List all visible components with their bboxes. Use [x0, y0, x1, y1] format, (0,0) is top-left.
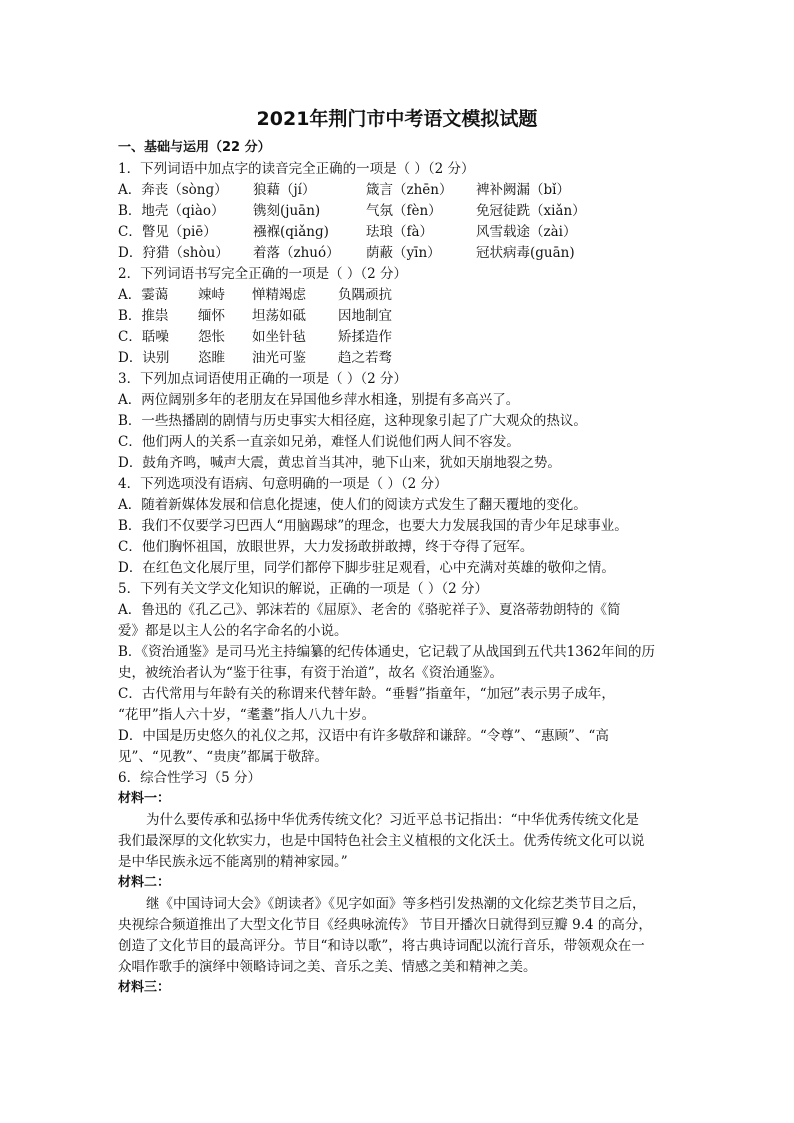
q1-d-3: 荫蔽（yīn） — [366, 245, 441, 261]
material-1-line: 是中华民族永远不能离别的精神家园。” — [118, 854, 348, 870]
q3-option-c: C．他们两人的关系一直亲如兄弟，难怪人们说他们两人间不容发。 — [118, 434, 520, 450]
q4-option-c: C．他们胸怀祖国，放眼世界，大力发扬敢拼敢搏，终于夺得了冠军。 — [118, 539, 534, 555]
q5-line: B．《资治通鉴》是司马光主持编纂的纪传体通史，它记载了从战国到五代共1362年间的历 — [118, 644, 656, 660]
q2-d-1: D．诀别 — [118, 350, 170, 366]
q2-b-4: 因地制宜 — [338, 308, 392, 324]
q1-c-3: 珐琅（fà） — [366, 224, 434, 240]
q2-c-3: 如坐针毡 — [252, 329, 306, 345]
q1-c-1: C．瞥见（piē） — [118, 224, 217, 240]
q2-c-4: 矫揉造作 — [338, 329, 392, 345]
q1-d-2: 着落（zhuó） — [253, 245, 340, 261]
q1-a-2: 狼藉（jí） — [253, 182, 316, 198]
q4-option-a: A．随着新媒体发展和信息化提速，使人们的阅读方式发生了翻天覆地的变化。 — [118, 497, 587, 513]
q1-c-2: 襁褓(qiǎnɡ) — [253, 224, 329, 240]
section-heading: 一、基础与运用（22 分） — [118, 140, 271, 155]
q2-b-1: B．推祟 — [118, 308, 169, 324]
q1-d-1: D．狩猎（shòu） — [118, 245, 229, 261]
material-1-line: 我们最深厚的文化软实力，也是中国特色社会主义植根的文化沃土。优秀传统文化可以说 — [118, 833, 645, 849]
material-2-line: 众唱作歌手的演绎中领略诗词之美、音乐之美、情感之美和精神之美。 — [118, 959, 537, 975]
q5-line: “花甲”指人六十岁，“耄耋”指人八九十岁。 — [118, 707, 376, 723]
q5-line: A．鲁迅的《孔乙己》、郭沫若的《屈原》、老舍的《骆驼祥子》、夏洛蒂勃朗特的《简 — [118, 602, 621, 618]
q4-option-d: D．在红色文化展厅里，同学们都停下脚步驻足观看，心中充满对英雄的敬仰之情。 — [118, 560, 615, 576]
q5-line: D．中国是历史悠久的礼仪之邦，汉语中有许多敬辞和谦辞。“令尊”、“惠顾”、“高 — [118, 728, 609, 744]
q3-option-b: B．一些热播剧的剧情与历史事实大相径庭，这种现象引起了广大观众的热议。 — [118, 413, 587, 429]
q2-d-3: 油光可鉴 — [252, 350, 306, 366]
q5-line: 史，被统治者认为“鉴于往事，有资于治道”，故名《资治通鉴》。 — [118, 665, 504, 681]
material-1-line: 为什么要传承和弘扬中华优秀传统文化？习近平总书记指出：“中华优秀传统文化是 — [146, 812, 639, 828]
page-title: 2021年荆门市中考语文模拟试题 — [256, 108, 538, 130]
q2-a-1: A．霎蔼 — [118, 287, 169, 303]
q1-b-3: 气氛（fèn） — [366, 203, 442, 219]
q2-b-2: 缅怀 — [198, 308, 225, 324]
q2-c-2: 怨怅 — [198, 329, 225, 345]
q1-a-4: 裨补阙漏（bǐ） — [476, 182, 570, 198]
q2-a-4: 负隅顽抗 — [338, 287, 392, 303]
question-1-stem: 1．下列词语中加点字的读音完全正确的一项是（ ）（2 分） — [118, 161, 475, 177]
q2-d-2: 恣睢 — [198, 350, 225, 366]
material-2-label: 材料二： — [118, 875, 171, 890]
q5-line: 见”、“见教”、“贵庚”都属于敬辞。 — [118, 749, 329, 765]
q5-line: 爱》都是以主人公的名字命名的小说。 — [118, 623, 348, 639]
q1-b-1: B．地壳（qiào） — [118, 203, 225, 219]
q3-option-d: D．鼓角齐鸣，喊声大震，黄忠首当其冲，驰下山来，犹如天崩地裂之势。 — [118, 455, 561, 471]
q1-b-4: 免冠徒跣（xiǎn） — [476, 203, 586, 219]
material-2-line: 央视综合频道推出了大型文化节目《经典咏流传》 节目开播次日就得到豆瓣 9.4 的高分， — [118, 917, 652, 933]
question-5-stem: 5．下列有关文学文化知识的解说，正确的一项是（ ）（2 分） — [118, 581, 489, 597]
q1-a-3: 箴言（zhēn） — [366, 182, 453, 198]
q3-option-a: A．两位阔别多年的老朋友在异国他乡萍水相逢，别提有多高兴了。 — [118, 392, 520, 408]
q2-a-3: 惮精竭虑 — [252, 287, 306, 303]
q2-c-1: C．聒噪 — [118, 329, 169, 345]
q2-a-2: 竦峙 — [198, 287, 225, 303]
question-2-stem: 2．下列词语书写完全正确的一项是（ ）（2 分） — [118, 266, 408, 282]
question-4-stem: 4．下列选项没有语病、句意明确的一项是（ ）（2 分） — [118, 476, 448, 492]
question-6-stem: 6．综合性学习（5 分） — [118, 770, 261, 786]
question-3-stem: 3．下列加点词语使用正确的一项是（ ）（2 分） — [118, 371, 408, 387]
q2-b-3: 坦荡如砥 — [252, 308, 306, 324]
material-2-line: 继《中国诗词大会》《朗读者》《见字如面》等多档引发热潮的文化综艺类节目之后， — [146, 896, 646, 912]
q4-option-b: B．我们不仅要学习巴西人“用脑踢球”的理念，也要大力发展我国的青少年足球事业。 — [118, 518, 628, 534]
q1-d-4: 冠状病毒(guān) — [476, 245, 575, 261]
q1-a-1: A．奔丧（sònɡ） — [118, 182, 228, 198]
q2-d-4: 趋之若骛 — [338, 350, 392, 366]
material-1-label: 材料一： — [118, 791, 171, 806]
q5-line: C．古代常用与年龄有关的称谓来代替年龄。“垂髫”指童年，“加冠”表示男子成年， — [118, 686, 615, 702]
q1-c-4: 风雪载途（zài） — [476, 224, 577, 240]
q1-b-2: 镌刻(juān) — [253, 203, 321, 219]
material-2-line: 创造了文化节目的最高评分。节目“和诗以歌”，将古典诗词配以流行音乐，带领观众在一 — [118, 938, 645, 954]
material-3-label: 材料三： — [118, 980, 171, 995]
